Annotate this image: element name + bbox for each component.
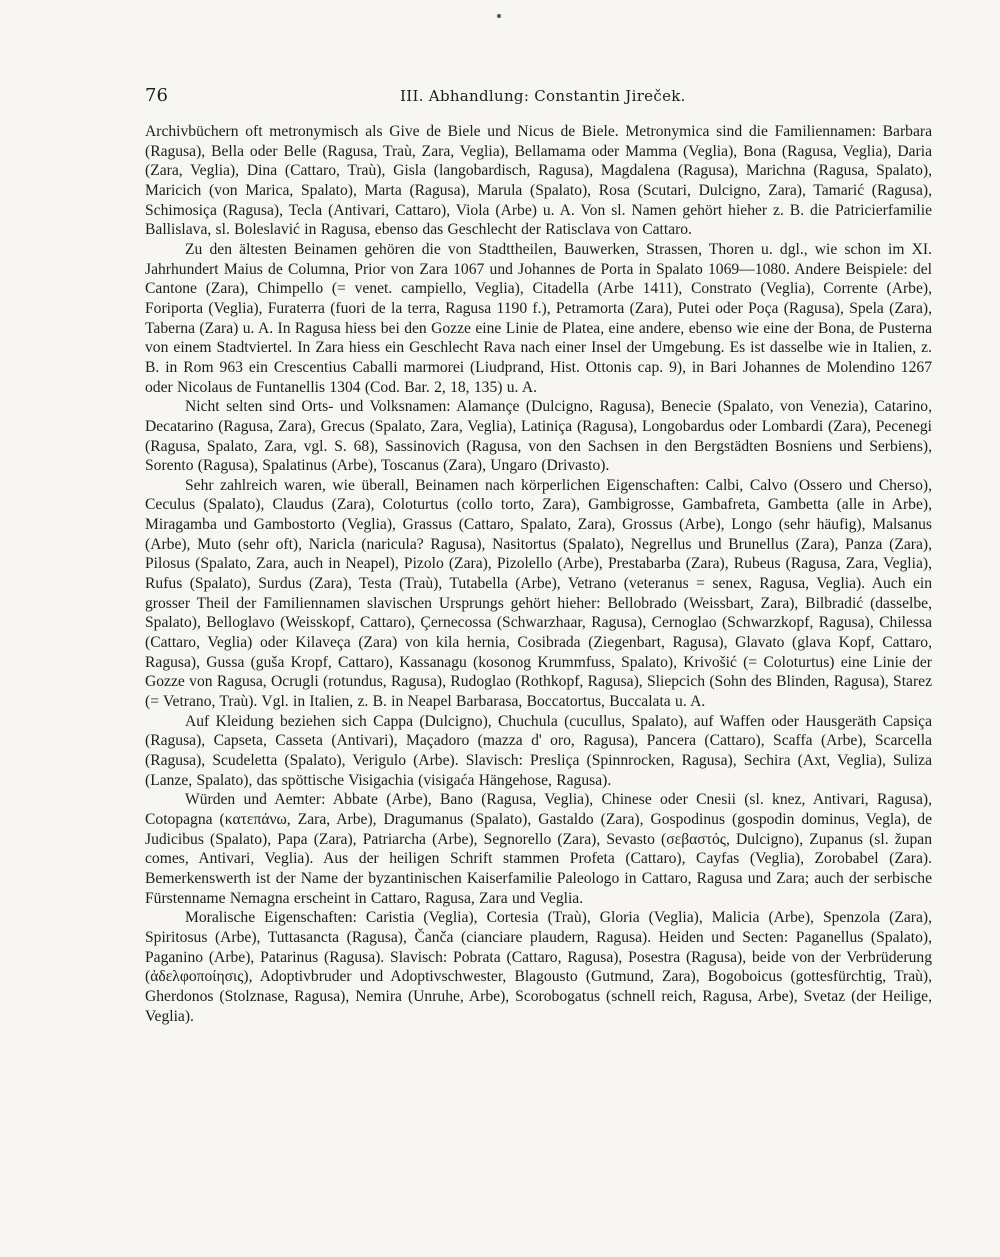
paragraph-koerperliche-eigenschaften: Sehr zahlreich waren, wie überall, Beinamen nach körperlichen Eigenschaften: Calbi, Calvo (Ossero und Cherso), Ceculus (Spalato), Claudus (Zara), Coloturtus (collo torto, Zara), Gambigrosse, Gambafreta, Gambetta (alle in Arbe), Miragamba und Gambostorto (Veglia), Grassus (Cattaro, Spalato, Zara), Grossus (Arbe), Longo (sehr häufig), Malsanus (Arbe), Muto (sehr oft), Naricla (naricula? Ragusa), Nasitortus (Spalato), Negrellus und Brunellus (Zara), Panza (Zara), Pilosus (Spalato, Zara, auch in Neapel), Pizolo (Zara), Pizolello (Arbe), Prestabarba (Zara), Rubeus (Ragusa, Zara, Veglia), Rufus (Spalato), Surdus (Zara), Testa (Traù), Tutabella (Arbe), Vetrano (veteranus = senex, Ragusa, Veglia). Auch ein grosser Theil der Familiennamen slavischen Ursprungs gehört hieher: Bellobrado (Weissbart, Zara), Bilbradić (dasselbe, Spalato), Belloglavo (Weisskopf, Cattaro), Çernecossa (Schwarzhaar, Ragusa), Cernoglao (Schwarzkopf, Ragusa), Chilessa (Cattaro, Veglia) oder Kilaveça (Zara) von kila hernia, Cosibrada (Ziegenbart, Ragusa), Glavato (glava Kopf, Cattaro, Ragusa), Gussa (guša Kropf, Cattaro), Kassanagu (kosonog Krummfuss, Spalato), Krivošić (= Coloturtus) eine Linie der Gozze von Ragusa, Ocrugli (rotundus, Ragusa), Rudoglao (Rothkopf, Ragusa), Sliepcich (Sohn des Blinden, Ragusa), Starez (= Vetrano, Traù). Vgl. in Italien, z. B. in Neapel Barbarasa, Boccatortus, Buccalata u. A. <box>145 476 932 711</box>
paragraph-metronymica: Archivbüchern oft metronymisch als Give de Biele und Nicus de Biele. Metronymica sind die Familiennamen: Barbara (Ragusa), Bella oder Belle (Ragusa, Traù, Zara, Veglia), Bellamama oder Mamma (Veglia), Bona (Ragusa, Veglia), Daria (Zara, Veglia), Dina (Cattaro, Traù), Gisla (langobardisch, Ragusa), Magdalena (Ragusa), Marichna (Ragusa, Spalato), Maricich (von Marica, Spalato), Marta (Ragusa), Marula (Spalato), Rosa (Scutari, Dulcigno, Zara), Tamarić (Ragusa), Schimosiça (Ragusa), Tecla (Antivari, Cattaro), Viola (Arbe) u. A. Von sl. Namen gehört hieher z. B. die Patricierfamilie Ballislava, sl. Boleslavić in Ragusa, ebenso das Geschlecht der Ratisclava von Cattaro. <box>145 123 932 239</box>
body-text <box>145 122 932 1026</box>
paragraph-volksnamen: Nicht selten sind Orts- und Volksnamen: Alamançe (Dulcigno, Ragusa), Benecie (Spalato, von Venezia), Catarino, Decatarino (Ragusa, Zara), Grecus (Spalato, Zara, Veglia), Latiniça (Ragusa), Longobardus oder Lombardi (Zara), Pecenegi (Ragusa, Spalato, Zara, vgl. S. 68), Sassinovich (Ragusa, von den Sachsen in den Bergstädten Bosniens und Serbiens), Sorento (Ragusa), Spalatinus (Arbe), Toscanus (Zara), Ungaro (Drivasto). <box>145 398 932 475</box>
paragraph-stadttheile: Zu den ältesten Beinamen gehören die von Stadttheilen, Bauwerken, Strassen, Thoren u. dgl., wie schon im XI. Jahrhundert Maius de Columna, Prior von Zara 1067 und Johannes de Porta in Spalato 1069—1080. Andere Beispiele: del Cantone (Zara), Chimpello (= venet. campiello, Veglia), Citadella (Arbe 1411), Constrato (Veglia), Corrente (Arbe), Foriporta (Veglia), Furaterra (fuori de la terra, Ragusa 1190 f.), Petramorta (Zara), Putei oder Poça (Ragusa), Spela (Zara), Taberna (Zara) u. A. In Ragusa hiess bei den Gozze eine Linie de Platea, eine andere, ebenso wie eine der Bona, de Pusterna von einem Stadtviertel. In Zara hiess ein Geschlecht Rava nach einer Insel der Umgebung. Es ist dasselbe wie in Italien, z. B. in Rom 963 ein Crescentius Caballi marmorei (Liudprand, Hist. Ottonis cap. 9), in Bari Johannes de Molendino 1267 oder Nicolaus de Funtanellis 1304 (Cod. Bar. 2, 18, 135) u. A. <box>145 240 932 396</box>
paragraph-moralische-eigenschaften: Moralische Eigenschaften: Caristia (Veglia), Cortesia (Traù), Gloria (Veglia), Malicia (Arbe), Spenzola (Zara), Spiritosus (Arbe), Tuttasancta (Ragusa), Čanča (cianciare plaudern, Ragusa). Heiden und Secten: Paganellus (Spalato), Paganino (Arbe), Patarinus (Ragusa). Slavisch: Pobrata (Cattaro, Ragusa), Posestra (Ragusa), beide von der Verbrüderung (ἀδελφοποίησις), Adoptivbruder und Adoptivschwester, Blagousto (Gutmund, Zara), Bogoboicus (gottesfürchtig, Traù), Gherdonos (Stolznase, Ragusa), Nemira (Unruhe, Arbe), Scorobogatus (schnell reich, Ragusa, Arbe), Svetaz (der Heilige, Veglia). <box>145 909 932 1025</box>
paragraph-kleidung: Auf Kleidung beziehen sich Cappa (Dulcigno), Chuchula (cucullus, Spalato), auf Waffen oder Hausgeräth Capsiça (Ragusa), Capseta, Casseta (Antivari), Maçadoro (mazza d' oro, Ragusa), Pancera (Cattaro), Scaffa (Arbe), Scarcella (Ragusa), Scudeletta (Spalato), Verigulo (Arbe). Slavisch: Presliça (Spinnrocken, Ragusa), Sechira (Axt, Veglia), Suliza (Lanze, Spalato), das spöttische Visigachia (visigaća Hängehose, Ragusa). <box>145 712 932 789</box>
paragraph-wuerden-aemter: Würden und Aemter: Abbate (Arbe), Bano (Ragusa, Veglia), Chinese oder Cnesii (sl. knez, Antivari, Ragusa), Cotopagna (κατεπάνω, Zara, Arbe), Dragumanus (Spalato), Gastaldo (Zara), Gospodinus (gospodin dominus, Vegla), de Judicibus (Spalato), Papa (Zara), Patriarcha (Arbe), Segnorello (Zara), Sevasto (σεβαστός, Dulcigno), Zupanus (sl. župan comes, Antivari, Veglia). Aus der heiligen Schrift stammen Profeta (Cattaro), Cayfas (Veglia), Zorobabel (Zara). Bemerkenswerth ist der Name der byzantinischen Kaiserfamilie Paleologo in Cattaro, Ragusa und Zara; auch der serbische Fürstenname Nemagna erscheint in Cattaro, Ragusa, Zara und Veglia. <box>145 791 932 907</box>
print-speck <box>497 14 501 18</box>
running-head: III. Abhandlung: Constantin Jireček. <box>400 87 686 105</box>
page-header <box>145 85 932 109</box>
page-number: 76 <box>145 85 168 106</box>
